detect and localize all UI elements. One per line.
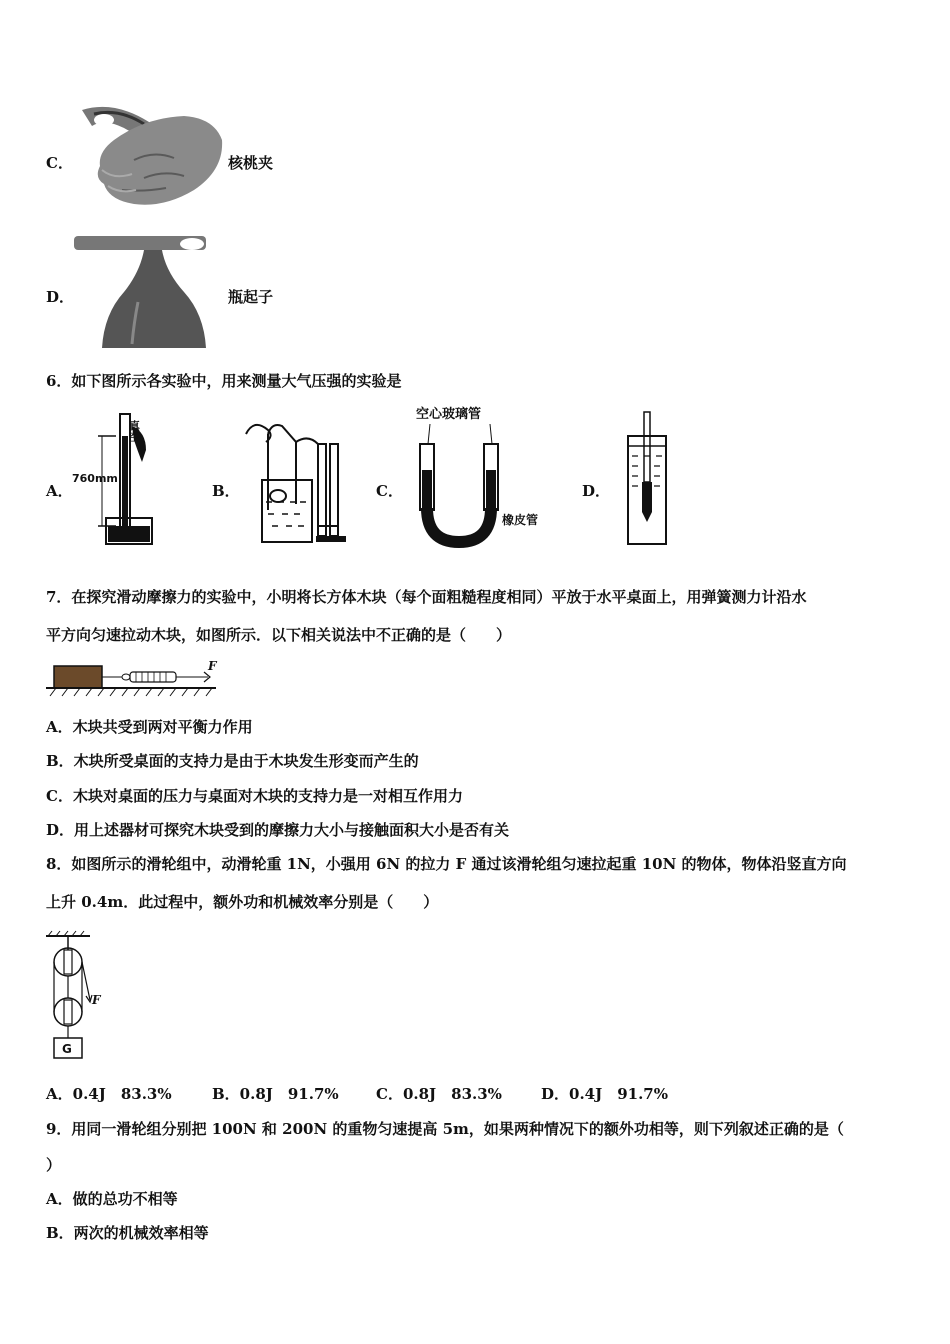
fig-a-height-label: 760mm [72,472,118,485]
q8-stem-line-1: 8．如图所示的滑轮组中，动滑轮重 1N，小强用 6N 的拉力 F 通过该滑轮组匀速拉起重 10N 的物体，物体沿竖直方向 [46,855,847,873]
q8-option-a: A．0.4J 83.3% [46,1085,172,1103]
fig-c-side-label: 橡皮管 [502,513,539,527]
q9-option-a: A．做的总功不相等 [46,1190,178,1208]
q5-option-d-label: D． [46,288,75,306]
q8-stem-line-2: 上升 0.4m．此过程中，额外功和机械效率分别是（ ） [46,893,439,911]
walnut-cracker-image [74,100,224,212]
friction-experiment-figure [46,660,220,700]
q6-option-d-label: D． [582,482,611,500]
q9-stem-line-1: 9．用同一滑轮组分别把 100N 和 200N 的重物匀速提高 5m，如果两种情况下的额外功相等，则下列叙述正确的是（ [46,1120,844,1138]
q5-option-c-caption: 核桃夹 [228,154,274,172]
q7-option-d: D．用上述器材可探究木块受到的摩擦力大小与接触面积大小是否有关 [46,821,510,839]
q8-option-c: C．0.8J 83.3% [376,1085,502,1103]
pulley-system-figure [44,930,114,1062]
u-tube-manometer-figure [238,414,350,546]
q5-option-c-label: C． [46,154,73,172]
hydrometer-figure [624,408,670,548]
q7-option-a: A．木块共受到两对平衡力作用 [46,718,253,736]
bottle-opener-image [74,232,222,348]
fig-7-force-label: F [208,659,217,673]
q8-option-b: B．0.8J 91.7% [212,1085,339,1103]
q6-option-b-label: B． [212,482,240,500]
q9-stem-line-2: ） [46,1156,62,1174]
torricelli-experiment-figure [72,404,164,550]
q6-option-c-label: C． [376,482,403,500]
fig-8-weight-label: G [62,1042,72,1056]
q7-option-b: B．木块所受桌面的支持力是由于木块发生形变而产生的 [46,752,419,770]
q6-option-a-label: A． [46,482,73,500]
hollow-glass-tube-figure [404,404,556,546]
fig-a-vacuum-label: 真空 [127,420,141,442]
q8-option-d: D．0.4J 91.7% [541,1085,668,1103]
q7-option-c: C．木块对桌面的压力与桌面对木块的支持力是一对相互作用力 [46,787,463,805]
q6-stem: 6．如下图所示各实验中，用来测量大气压强的实验是 [46,372,402,390]
q9-option-b: B．两次的机械效率相等 [46,1224,209,1242]
fig-8-force-label: F [92,993,101,1007]
q7-stem-line-2: 平方向匀速拉动木块，如图所示．以下相关说法中不正确的是（ ） [46,626,512,644]
q5-option-d-caption: 瓶起子 [228,288,274,306]
q7-stem-line-1: 7．在探究滑动摩擦力的实验中，小明将长方体木块（每个面粗糙程度相同）平放于水平桌面上，用弹簧测力计沿水 [46,588,807,606]
fig-c-top-label: 空心玻璃管 [416,407,482,422]
